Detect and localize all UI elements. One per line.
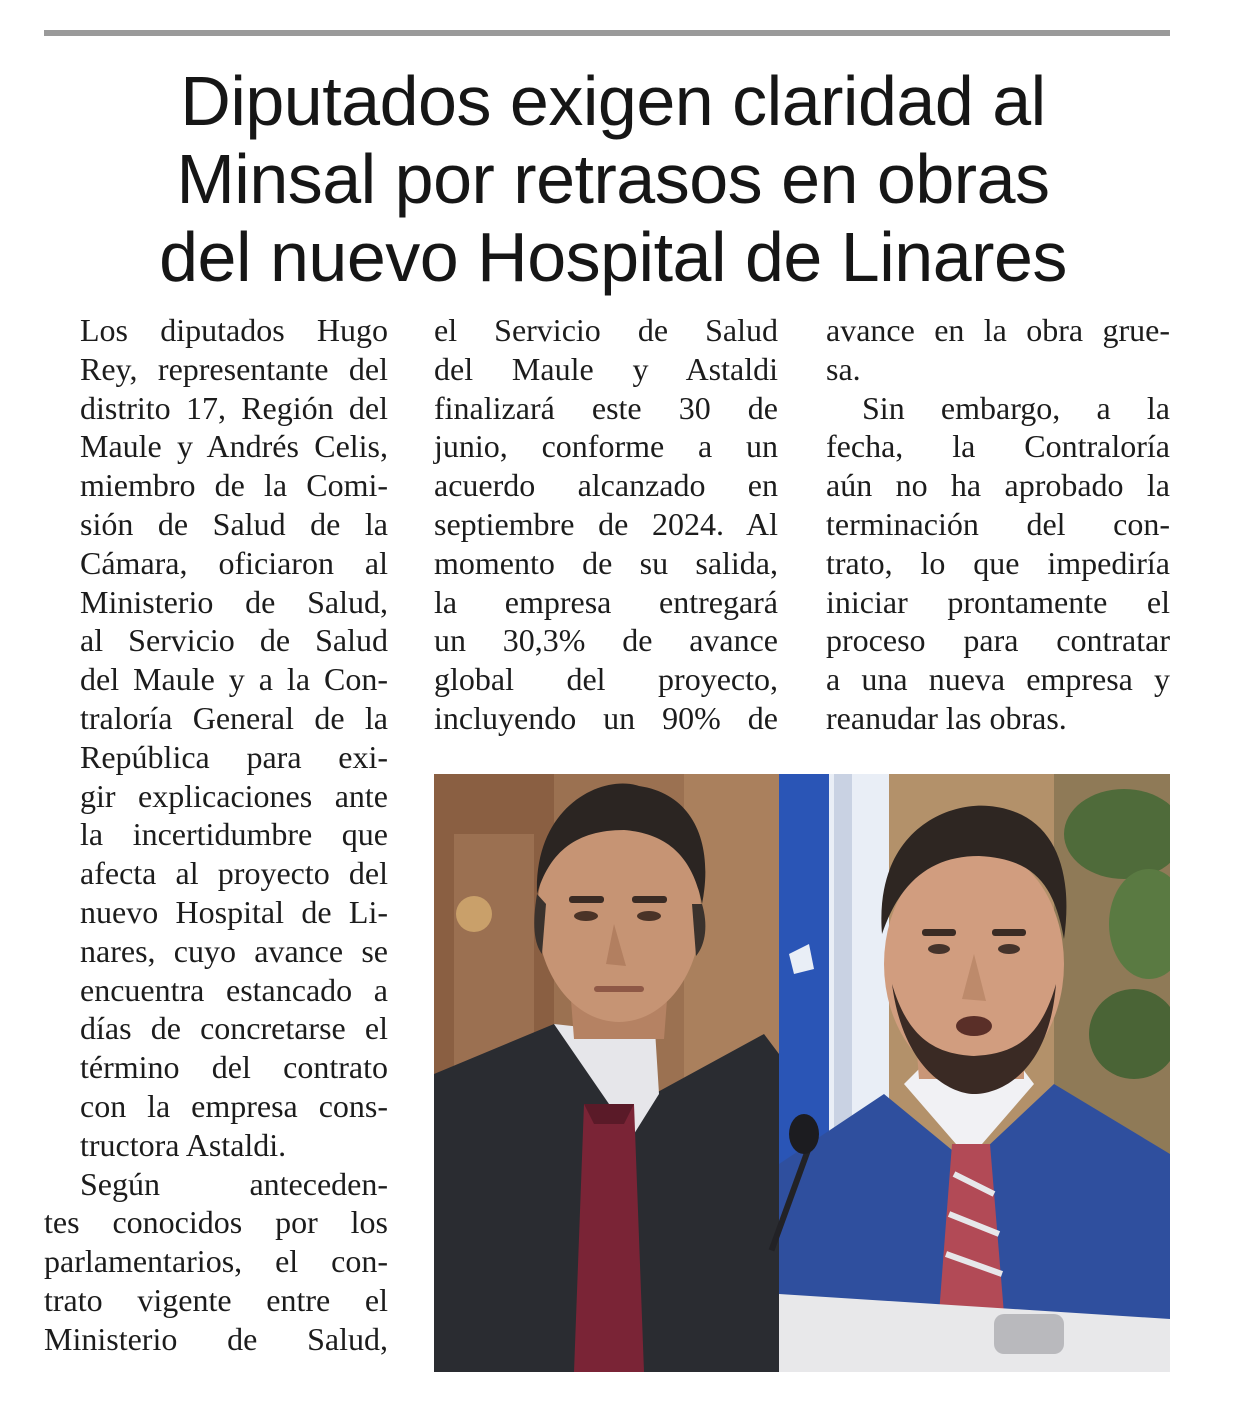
- text-line: el Servicio de Salud: [434, 312, 778, 348]
- article-column-2: [434, 311, 778, 738]
- text-line: nuevo Hospital de Li-: [80, 893, 388, 930]
- article-column-3: [826, 311, 1170, 738]
- text-line: la empresa entregará: [434, 583, 778, 620]
- paragraph-2-end: [826, 311, 1170, 389]
- text-line: del Maule y a la Con-: [80, 661, 388, 698]
- text-line: trato vigente entre el: [44, 1281, 388, 1318]
- headline: [40, 62, 1186, 296]
- text-line: terminación del con-: [826, 505, 1170, 542]
- text-line: Cámara, oficiaron al: [80, 544, 388, 581]
- text-line: Según anteceden-: [80, 1165, 388, 1202]
- text-line: miembro de la Comi-: [80, 467, 388, 504]
- text-line: finalizará este 30 de: [434, 389, 778, 426]
- paragraph-2: [44, 1165, 388, 1359]
- text-line: avance en la obra grue-: [826, 312, 1170, 348]
- headline-line: Minsal por retrasos en obras: [176, 140, 1050, 218]
- text-line: parlamentarios, el con-: [44, 1243, 388, 1280]
- paragraph-2-continued: [434, 311, 778, 738]
- article-column-1: [44, 311, 388, 1359]
- text-line: distrito 17, Región del: [80, 389, 388, 426]
- text-line: iniciar prontamente el: [826, 583, 1170, 620]
- text-line: nares, cuyo avance se: [80, 932, 388, 969]
- text-line: días de concretarse el: [80, 1010, 388, 1047]
- headline-line: Diputados exigen claridad al: [180, 62, 1046, 140]
- text-line: con la empresa cons-: [80, 1087, 388, 1124]
- article-photo: [434, 774, 1170, 1372]
- text-line: momento de su salida,: [434, 544, 778, 581]
- text-line: proceso para contratar: [826, 622, 1170, 659]
- headline-line: del nuevo Hospital de Linares: [159, 218, 1067, 296]
- text-line: reanudar las obras.: [826, 699, 1067, 736]
- text-line: Los diputados Hugo: [80, 312, 388, 348]
- text-line: sa.: [826, 350, 861, 387]
- text-line: del Maule y Astaldi: [434, 350, 778, 387]
- text-line: un 30,3% de avance: [434, 622, 778, 659]
- text-line: junio, conforme a un: [434, 428, 778, 465]
- photo-left-portrait: [434, 774, 779, 1372]
- text-line: gir explicaciones ante: [80, 777, 388, 814]
- text-line: Rey, representante del: [80, 350, 388, 387]
- text-line: fecha, la Contraloría: [826, 428, 1170, 465]
- text-line: septiembre de 2024. Al: [434, 505, 778, 542]
- text-line: Ministerio de Salud,: [44, 1320, 388, 1357]
- paragraph-1: [44, 311, 388, 1165]
- text-line: global del proyecto,: [434, 661, 778, 698]
- text-line: Sin embargo, a la: [862, 389, 1170, 426]
- text-line: Ministerio de Salud,: [80, 583, 388, 620]
- text-line: afecta al proyecto del: [80, 855, 388, 892]
- text-line: término del contrato: [80, 1049, 388, 1086]
- text-line: trato, lo que impediría: [826, 544, 1170, 581]
- text-line: encuentra estancado a: [80, 971, 388, 1008]
- text-line: República para exi-: [80, 738, 388, 775]
- text-line: traloría General de la: [80, 699, 388, 736]
- top-rule: [44, 30, 1170, 36]
- text-line: al Servicio de Salud: [80, 622, 388, 659]
- text-line: la incertidumbre que: [80, 816, 388, 853]
- photo-right-portrait: [769, 774, 1170, 1372]
- text-line: tes conocidos por los: [44, 1204, 388, 1241]
- text-line: acuerdo alcanzado en: [434, 467, 778, 504]
- text-line: aún no ha aprobado la: [826, 467, 1170, 504]
- text-line: sión de Salud de la: [80, 505, 388, 542]
- text-line: a una nueva empresa y: [826, 661, 1170, 698]
- paragraph-3: [826, 389, 1170, 738]
- text-line: Maule y Andrés Celis,: [80, 428, 388, 465]
- text-line: tructora Astaldi.: [80, 1126, 287, 1163]
- text-line: incluyendo un 90% de: [434, 699, 778, 736]
